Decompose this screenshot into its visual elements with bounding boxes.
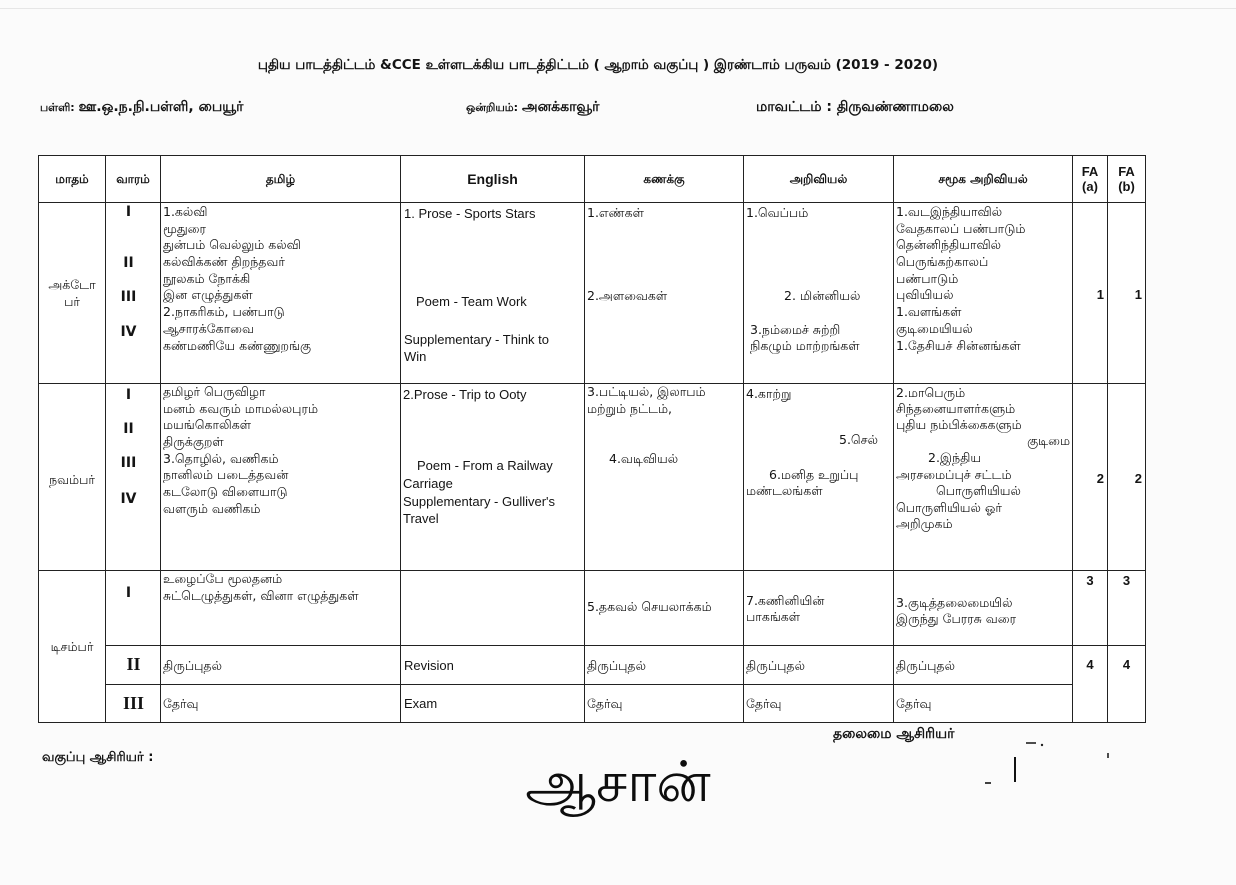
month-label: [39, 276, 105, 310]
week-label: IV: [120, 491, 137, 507]
social-topic-line: 3.குடித்தலைமையில்: [896, 595, 1013, 610]
social-topic-line: பெருங்கற்காலப்: [896, 254, 989, 270]
social-topic-line: வேதகாலப் பண்பாடும்: [896, 220, 1026, 236]
tamil-lesson-line: உழைப்பே மூலதனம்: [163, 571, 283, 586]
tamil-lesson-line: ஆசாரக்கோவை: [163, 320, 254, 336]
fa-b-line: FA: [1118, 164, 1135, 179]
december-fa-a-cell: [1073, 571, 1108, 646]
social-topic-line: குடிமை: [1027, 433, 1070, 448]
tamil-lesson-line: 3.தொழில், வணிகம்: [163, 450, 279, 466]
october-science-cell: [744, 203, 894, 384]
november-month-cell: [39, 384, 106, 571]
header-week-label: வாரம்: [116, 171, 150, 186]
week-label: III: [120, 455, 137, 471]
week-label: I: [125, 585, 132, 601]
science-topic: 4.காற்று: [746, 386, 792, 401]
header-month: [39, 156, 106, 203]
fa-a-value: 2: [1096, 471, 1104, 486]
social-topic-line: அறிமுகம்: [896, 516, 953, 531]
science-topic: 3.நம்மைச் சுற்றி: [750, 322, 841, 337]
december-science-cell: [744, 571, 894, 646]
english-supplementary: Supplementary - Think to Win: [404, 332, 549, 364]
header-week: [106, 156, 161, 203]
tamil-lesson-line: மனம் கவரும் மாமல்லபுரம்: [163, 400, 319, 416]
header-science: [744, 156, 894, 203]
english-prose: 2.Prose - Trip to Ooty: [403, 387, 527, 402]
social-topics: [896, 204, 1025, 354]
december-week2-row: [39, 646, 1146, 685]
december-maths-cell: [585, 571, 744, 646]
fa-a-line: FA: [1081, 164, 1099, 179]
revision-science-cell: [744, 646, 894, 685]
tamil-lesson-line: நூலகம் நோக்கி: [163, 270, 251, 286]
december-week-cell: [106, 571, 161, 646]
social-topic-line: புதிய நம்பிக்கைகளும்: [896, 417, 1022, 432]
october-week-cell: [106, 203, 161, 384]
revision-social-cell: [894, 646, 1073, 685]
tamil-lesson-line: தமிழர் பெருவிழா: [163, 384, 266, 399]
social-topic-line: 2.இந்திய: [928, 450, 982, 465]
tamil-lessons: [163, 204, 311, 354]
october-tamil-cell: [161, 203, 401, 384]
november-social-cell: [894, 384, 1073, 571]
month-label: [39, 471, 105, 488]
revision-tamil-cell: [161, 646, 401, 685]
october-fa-b-cell: [1108, 203, 1146, 384]
fa-b-line: (b): [1118, 179, 1135, 194]
october-row: [39, 203, 1146, 384]
revision-text: Revision: [404, 658, 454, 673]
header-tamil-label: தமிழ்: [265, 171, 296, 186]
science-topic: மண்டலங்கள்: [746, 483, 823, 498]
tamil-lessons: [163, 571, 359, 604]
social-topic-line: பண்பாடும்: [896, 270, 959, 286]
october-maths-cell: [585, 203, 744, 384]
district-label: மாவட்டம் :: [756, 99, 833, 115]
exam-tamil-cell: [161, 685, 401, 723]
exam-text: தேர்வு: [896, 696, 932, 711]
december-month-cell: [39, 571, 106, 723]
revision-text: திருப்புதல்: [163, 658, 222, 673]
tamil-lesson-line: மயங்கொலிகள்: [163, 417, 251, 433]
revision-week-cell: [106, 646, 161, 685]
social-topic-line: 1.வளங்கள்: [896, 304, 962, 320]
revision-maths-cell: [585, 646, 744, 685]
exam-week-cell: [106, 685, 161, 723]
month-name: அக்டோ பர்: [48, 277, 96, 309]
october-fa-a-cell: [1073, 203, 1108, 384]
district-name: திருவண்ணாமலை: [836, 99, 954, 115]
social-topic-line: சிந்தனையாளர்களும்: [896, 401, 1016, 416]
november-tamil-cell: [161, 384, 401, 571]
header-month-label: மாதம்: [55, 171, 89, 186]
header-fa-b: [1108, 156, 1146, 203]
fa-a-value: 4: [1086, 657, 1094, 672]
syllabus-table: [38, 155, 1146, 723]
header-fa-b-label: [1108, 156, 1145, 202]
october-social-cell: [894, 203, 1073, 384]
revision-text: திருப்புதல்: [587, 658, 646, 673]
november-fa-b-cell: [1108, 384, 1146, 571]
tamil-lesson-line: கண்மணியே கண்ணுறங்கு: [163, 337, 312, 353]
social-topic-line: பொருளியியல் ஓர்: [896, 500, 1002, 515]
revision-english-cell: [401, 646, 585, 685]
english-poem: Poem - Team Work: [416, 294, 527, 309]
asaan-watermark: ஆசான்: [525, 750, 711, 815]
header-fa-a-label: [1073, 156, 1107, 202]
exam-english-cell: [401, 685, 585, 723]
tamil-lesson-line: மூதுரை: [163, 220, 206, 236]
social-topic-line: அரசமைப்புச் சட்டம்: [896, 467, 1012, 482]
fa-a-value: 1: [1096, 287, 1104, 302]
month-label: [39, 638, 105, 655]
week-label: I: [125, 387, 132, 403]
november-fa-a-cell: [1073, 384, 1108, 571]
exam-maths-cell: [585, 685, 744, 723]
science-topic: 6.மனித உறுப்பு: [769, 467, 859, 482]
maths-topic: 3.பட்டியல், இலாபம்: [587, 384, 706, 399]
maths-topic: 4.வடிவியல்: [609, 451, 679, 466]
science-topic: நிகழும் மாற்றங்கள்: [750, 338, 860, 353]
revision-fa-a-cell: [1073, 646, 1108, 723]
social-topic-line: 1.தேசியச் சின்னங்கள்: [896, 337, 1021, 353]
header-english: [401, 156, 585, 203]
month-name: டிசம்பர்: [50, 639, 94, 654]
tamil-lesson-line: துன்பம் வெல்லும் கல்வி: [163, 237, 301, 253]
december-fa-b-cell: [1108, 571, 1146, 646]
revision-text: திருப்புதல்: [896, 658, 955, 673]
fa-a-value: 3: [1086, 573, 1094, 588]
tamil-lessons: [163, 384, 318, 518]
fa-a-line: (a): [1082, 179, 1098, 194]
maths-topic: மற்றும் நட்டம்,: [587, 401, 672, 416]
november-row: [39, 384, 1146, 571]
union-name: அனக்காவூர்: [522, 99, 600, 115]
november-maths-cell: [585, 384, 744, 571]
science-topic: 7.கணினியின்: [746, 593, 825, 608]
maths-topic: 1.எண்கள்: [587, 205, 644, 220]
december-social-cell: [894, 571, 1073, 646]
union-label: ஒன்றியம்:: [466, 101, 519, 114]
header-tamil: [161, 156, 401, 203]
november-week-cell: [106, 384, 161, 571]
school-label: பள்ளி:: [40, 101, 75, 114]
exam-text: Exam: [404, 696, 438, 711]
exam-text: தேர்வு: [587, 696, 623, 711]
december-week1-row: [39, 571, 1146, 646]
english-prose: 1. Prose - Sports Stars: [404, 206, 536, 221]
december-english-cell: [401, 571, 585, 646]
class-teacher-label: வகுப்பு ஆசிரியர் :: [42, 750, 154, 765]
december-week3-row: [39, 685, 1146, 723]
maths-topic: 5.தகவல் செயலாக்கம்: [587, 599, 712, 614]
week-label: II: [123, 421, 134, 437]
november-science-cell: [744, 384, 894, 571]
header-english-label: English: [467, 170, 518, 187]
social-topic-line: 1.வடஇந்தியாவில்: [896, 204, 1003, 219]
month-name: நவம்பர்: [49, 472, 95, 487]
social-topic-line: பொருளியியல்: [936, 483, 1021, 498]
exam-social-cell: [894, 685, 1073, 723]
fa-b-value: 3: [1122, 573, 1131, 588]
tamil-lesson-line: 2.நாகரிகம், பண்பாடு: [163, 304, 285, 320]
school-name: ஊ.ஒ.ந.நி.பள்ளி, பையூர்: [78, 99, 244, 115]
union-info: [466, 99, 600, 117]
fa-b-value: 2: [1134, 471, 1142, 486]
exam-text: தேர்வு: [746, 696, 782, 711]
december-tamil-cell: [161, 571, 401, 646]
science-topic: 1.வெப்பம்: [746, 205, 809, 220]
maths-topic: 2.அளவைகள்: [587, 288, 668, 303]
science-topic: 5.செல்: [839, 432, 878, 447]
week-label: III: [122, 693, 144, 713]
october-month-cell: [39, 203, 106, 384]
tamil-lesson-line: திருக்குறள்: [163, 434, 224, 450]
science-topic: பாகங்கள்: [746, 609, 801, 624]
header-social: [894, 156, 1073, 203]
tamil-lesson-line: நானிலம் படைத்தவன்: [163, 467, 289, 483]
science-topic: 2. மின்னியல்: [784, 288, 861, 303]
tamil-lesson-line: சுட்டெழுத்துகள், வினா எழுத்துகள்: [163, 587, 359, 603]
header-social-label: சமூக அறிவியல்: [938, 171, 1028, 186]
headmaster-label: தலைமை ஆசிரியர்: [833, 726, 955, 742]
november-english-cell: [401, 384, 585, 571]
revision-text: திருப்புதல்: [746, 658, 805, 673]
week-label: II: [126, 654, 141, 674]
exam-text: தேர்வு: [163, 696, 199, 711]
header-fa-a: [1073, 156, 1108, 203]
tamil-lesson-line: கல்விக்கண் திறந்தவர்: [163, 254, 285, 270]
english-supplementary: Supplementary - Gulliver's Travel: [403, 494, 556, 526]
week-label: III: [120, 289, 137, 305]
school-info: [40, 99, 243, 117]
english-poem: Poem - From a Railway Carriage: [403, 458, 553, 491]
tamil-lesson-line: 1.கல்வி: [163, 204, 208, 219]
fa-b-value: 4: [1122, 657, 1131, 672]
revision-fa-b-cell: [1108, 646, 1146, 723]
week-label: II: [123, 255, 134, 271]
fa-b-value: 1: [1134, 287, 1142, 302]
exam-science-cell: [744, 685, 894, 723]
social-topic-line: குடிமையியல்: [896, 320, 973, 336]
tamil-lesson-line: வளரும் வணிகம்: [163, 500, 261, 516]
social-topic-line: புவியியல்: [896, 287, 954, 303]
social-topic-line: 2.மாபெரும்: [896, 385, 966, 400]
scan-edge-line: [0, 8, 1236, 9]
social-topic-line: இருந்து பேரரசு வரை: [896, 611, 1017, 626]
week-label: IV: [120, 324, 137, 340]
header-maths: [585, 156, 744, 203]
tamil-lesson-line: இன எழுத்துகள்: [163, 287, 253, 303]
october-english-cell: [401, 203, 585, 384]
document-title: புதிய பாடத்திட்டம் &CCE உள்ளடக்கிய பாடத்திட்டம் ( ஆறாம் வகுப்பு ) இரண்டாம் பருவம் (2019 - 2020): [257, 57, 939, 73]
district-info: [756, 99, 954, 117]
header-science-label: அறிவியல்: [789, 171, 848, 186]
header-maths-label: கணக்கு: [643, 171, 685, 186]
week-label: I: [125, 204, 132, 220]
tamil-lesson-line: கடலோடு விளையாடு: [163, 484, 288, 500]
social-topic-line: தென்னிந்தியாவில்: [896, 237, 1002, 253]
header-row: [39, 156, 1146, 203]
